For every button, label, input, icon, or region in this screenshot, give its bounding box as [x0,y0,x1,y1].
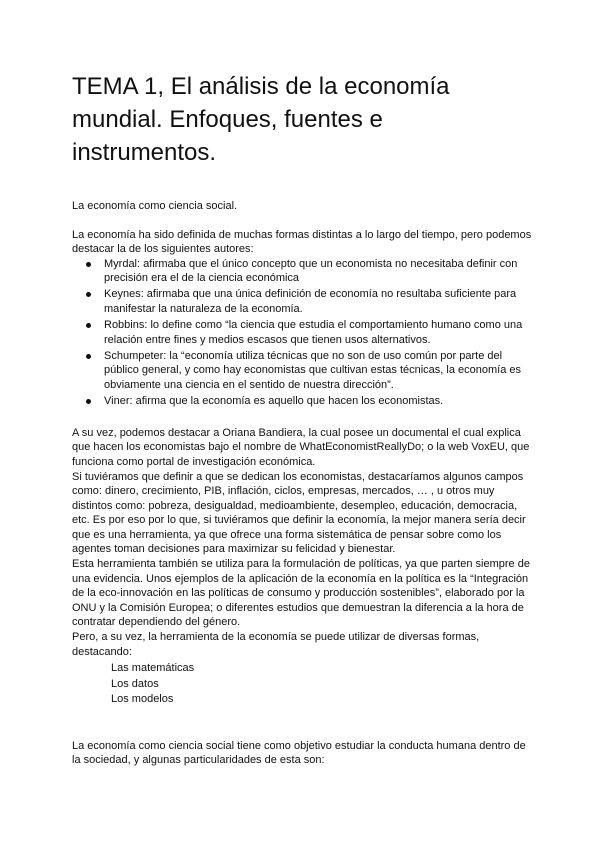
list-item: Viner: afirma que la economía es aquello que hacen los economistas. [104,394,532,409]
document-title: TEMA 1, El análisis de la economía mundial. Enfoques, fuentes e instrumentos. [72,73,450,166]
authors-list [72,257,532,409]
closing-paragraph: La economía como ciencia social tiene como objetivo estudiar la conducta humana dentro de la sociedad, y algunas particularidades de esta son: [72,739,526,767]
intro-paragraph: La economía ha sido definida de muchas formas distintas a lo largo del tiempo, pero podemos destacar la de los siguientes autores: [72,228,532,256]
document-page [72,70,532,768]
list-item: Las matemáticas [111,662,195,675]
paragraph-fields: Si tuviéramos que definir a que se dedican los economistas, destacaríamos algunos campos como: dinero, crecimiento, PIB, inflación, ciclos, empresas, mercados, … , u otros muy distintos como: pobreza, desigualdad, medioambiente, desempleo, educación, democracia, etc. Es por eso por lo que, si tuviéramos que definir la economía, la mejor manera sería decir que es una herramienta, ya que ofrece una forma sistemática de pensar sobre como los agentes toman decisiones para maximizar su felicidad y bienestar. [72,470,526,556]
body-block [72,426,532,708]
tools-list [111,661,532,708]
list-item: Los modelos [111,693,174,706]
section-subtitle: La economía como ciencia social. [72,200,238,212]
paragraph-bandiera: A su vez, podemos destacar a Oriana Bandiera, la cual posee un documental el cual explica que hacen los economistas bajo el nombre de WhatEconomistReallyDo; o la web VoxEU, que funciona como portal de investigación económica. [72,426,530,468]
list-item: Robbins: lo define como “la ciencia que estudia el comportamiento humano como una relación entre fines y medios escasos que tienen usos alternativos. [104,318,532,347]
list-item: Los datos [111,677,159,690]
paragraph-policy: Esta herramienta también se utiliza para la formulación de políticas, ya que parten siempre de una evidencia. Unos ejemplos de la aplicación de la economía en la política es la “Integración de la eco-innovación en las políticas de consumo y producción sostenibles”, elaborado por la ONU y la Comisión Europea; o diferentes estudios que demuestran la diferencia a la hora de contratar dependiendo del género. [72,558,530,629]
list-item: Keynes: afirmaba que una única definición de economía no resultaba suficiente para manifestar la naturaleza de la economía. [104,287,532,316]
list-item: Schumpeter: la “economía utiliza técnicas que no son de uso común por parte del público general, y como hay economistas que cultivan estas técnicas, la economía es obviamente una ciencia en el sentido de nuestra dirección”. [104,349,532,393]
paragraph-forms: Pero, a su vez, la herramienta de la economía se puede utilizar de diversas formas, destacando: [72,631,480,658]
list-item: Myrdal: afirmaba que el único concepto que un economista no necesitaba definir con precisión era el de la ciencia económica [104,257,532,286]
